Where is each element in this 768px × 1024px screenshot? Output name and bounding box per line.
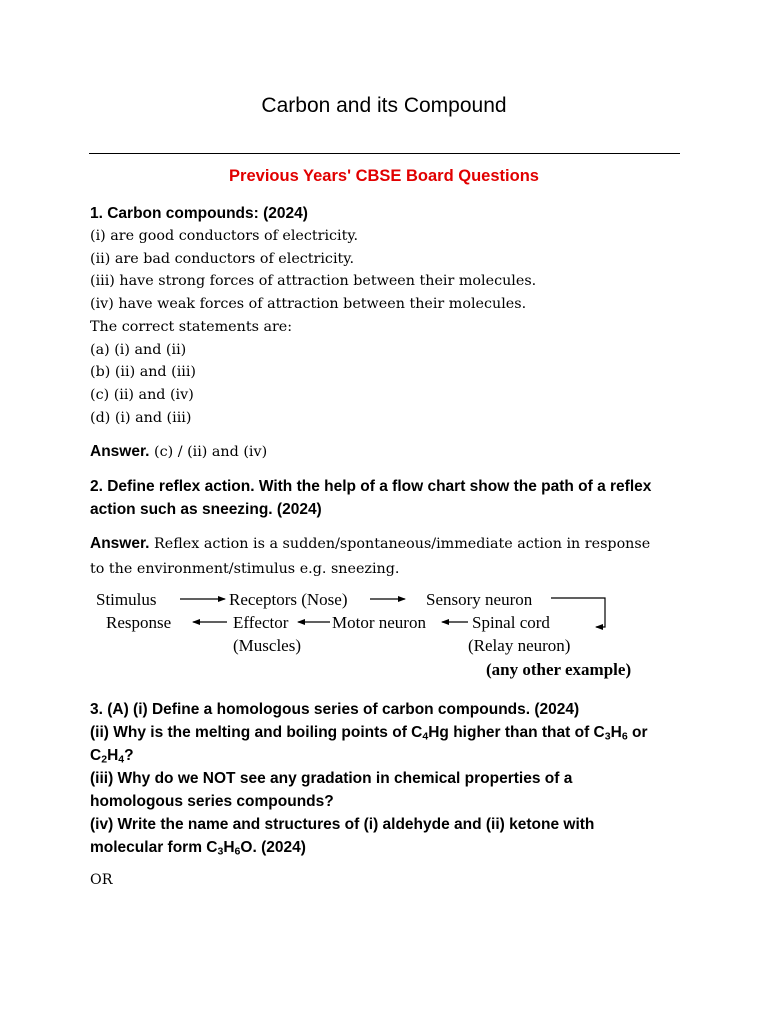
flow-sensory-neuron: Sensory neuron xyxy=(426,590,533,609)
option-c: (c) (ii) and (iv) xyxy=(90,386,194,403)
question-1-prompt: The correct statements are: xyxy=(90,318,293,335)
answer-2 xyxy=(90,531,690,581)
flow-other-example: (any other example) xyxy=(486,660,632,679)
statement-3: (iii) have strong forces of attraction between their molecules. xyxy=(90,273,537,290)
question-3-line-6: (iv) Write the name and structures of (i) aldehyde and (ii) ketone with xyxy=(90,816,595,833)
question-3-line-1: 3. (A) (i) Define a homologous series of carbon compounds. (2024) xyxy=(90,701,580,718)
question-2-line-1: 2. Define reflex action. With the help of a flow chart show the path of a reflex xyxy=(90,478,652,495)
statement-4: (iv) have weak forces of attraction between their molecules. xyxy=(90,296,527,313)
answer-2-label: Answer. xyxy=(90,535,150,552)
question-3-line-2: (ii) Why is the melting and boiling points of $C_4Hg$ higher than that of $C_3H_6$ or xyxy=(90,724,648,743)
option-d: (d) (i) and (iii) xyxy=(90,409,192,426)
question-3-line-3: $C_2H_4$? xyxy=(90,747,134,766)
question-2-line-2: action such as sneezing. (2024) xyxy=(90,501,322,518)
question-2 xyxy=(90,475,690,521)
flow-motor-neuron: Motor neuron xyxy=(332,613,426,632)
answer-2-text-line-2: to the environment/stimulus e.g. sneezing. xyxy=(90,561,400,577)
question-3-line-7: molecular form $C_3H_6O$. (2024) xyxy=(90,839,306,858)
answer-1-label: Answer. xyxy=(90,443,150,460)
statement-1: (i) are good conductors of electricity. xyxy=(90,228,359,244)
answer-1-text: (c) / (ii) and (iv) xyxy=(149,444,268,460)
section-subtitle: Previous Years' CBSE Board Questions xyxy=(229,167,539,185)
arrow-sensory-spinal xyxy=(551,598,605,627)
question-3-line-5: homologous series compounds? xyxy=(90,793,334,810)
question-3-line-4: (iii) Why do we NOT see any gradation in chemical properties of a xyxy=(90,770,573,787)
option-b: (b) (ii) and (iii) xyxy=(90,364,196,381)
answer-1 xyxy=(90,441,690,461)
option-a: (a) (i) and (ii) xyxy=(90,341,187,358)
flow-stimulus: Stimulus xyxy=(96,590,157,609)
flow-effector: Effector xyxy=(233,613,289,632)
answer-2-text-line-1: Reflex action is a sudden/spontaneous/immediate action in response xyxy=(149,536,651,552)
reflex-flow-chart xyxy=(90,585,670,685)
statement-2: (ii) are bad conductors of electricity. xyxy=(90,250,354,267)
flow-relay-neuron: (Relay neuron) xyxy=(468,636,571,655)
or-separator: OR xyxy=(90,872,113,888)
flow-spinal-cord: Spinal cord xyxy=(472,613,550,632)
page-title: Carbon and its Compound xyxy=(261,94,507,117)
question-1 xyxy=(90,202,690,429)
flow-muscles: (Muscles) xyxy=(233,636,301,655)
flow-receptors: Receptors (Nose) xyxy=(229,590,348,609)
title-divider xyxy=(89,153,680,154)
flow-response: Response xyxy=(106,613,172,632)
question-3 xyxy=(90,698,690,859)
question-1-heading: 1. Carbon compounds: (2024) xyxy=(90,205,308,222)
